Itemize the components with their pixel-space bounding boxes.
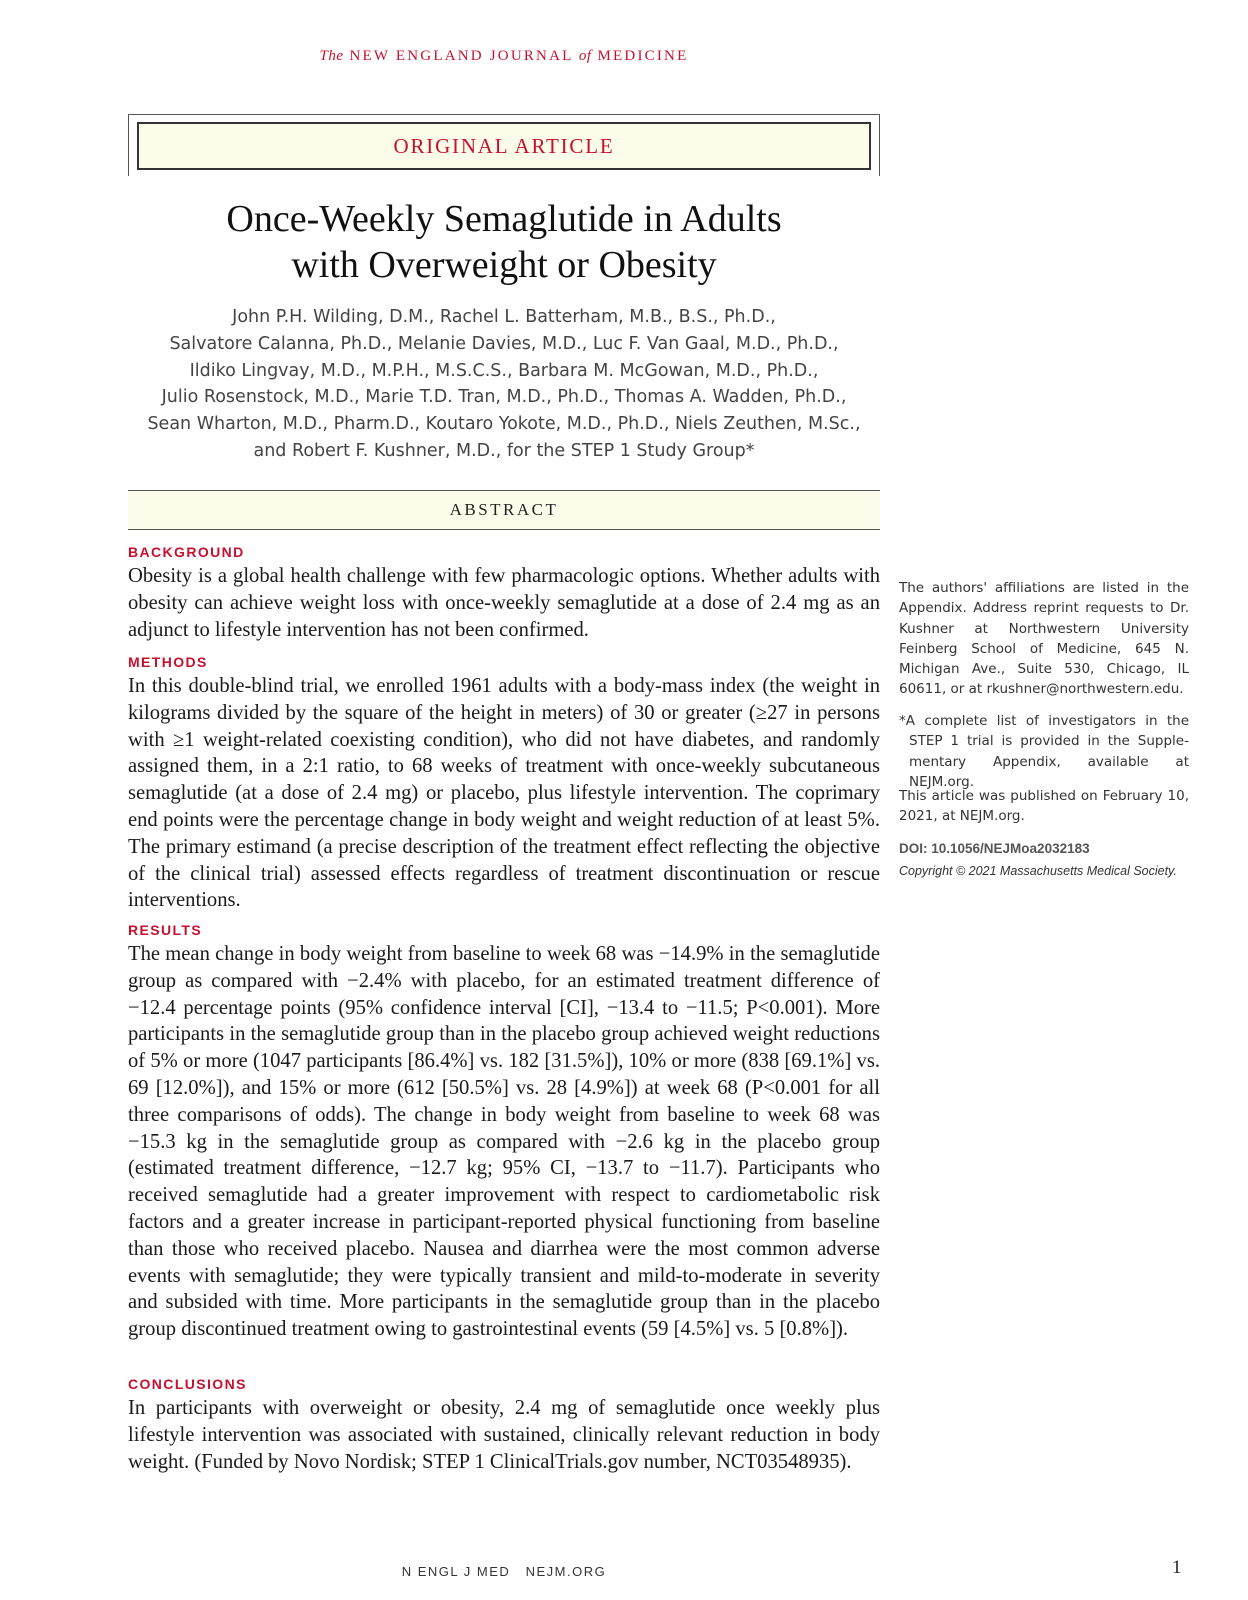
article-type-label: ORIGINAL ARTICLE [137, 122, 871, 170]
journal-header-name-b: MEDICINE [597, 48, 689, 64]
journal-header-name-a: NEW ENGLAND JOURNAL [349, 48, 573, 64]
journal-header [128, 48, 880, 65]
sidebar-publication-note: This article was published on February 10, 2021, at NEJM.org. [899, 788, 1189, 825]
article-title-line-1: Once-Weekly Semaglutide in Adults [226, 198, 782, 240]
sidebar-investigators-note: *A complete list of investigators in the STEP 1 trial is provided in the Supplementary Appendix, available at NEJM.org. [899, 713, 1189, 790]
results-heading: RESULTS [128, 922, 203, 938]
background-heading: BACKGROUND [128, 544, 245, 560]
author-line: and Robert F. Kushner, M.D., for the STEP 1 Study Group* [253, 440, 755, 461]
methods-text: In this double-blind trial, we enrolled 1961 adults with a body-mass index (the weight in kilograms divided by the square of the height in meters) of 30 or greater (≥27 in persons with ≥1 weight-related coexisting condition), who did not have diabetes, and randomly assigned them, in a 2:1 ratio, to 68 weeks of treatment with once-weekly subcutaneous semaglutide (at a dose of 2.4 mg) or placebo, plus lifestyle intervention. The coprimary end points were the percentage change in body weight and weight reduction of at least 5%. The primary estimand (a precise description of the treatment effect reflecting the objective of the clinical trial) assessed effects regardless of treatment discontinuation or rescue interventions. [128, 675, 880, 912]
article-title-line-2: with Overweight or Obesity [291, 244, 717, 286]
background-text: Obesity is a global health challenge with few pharmacologic options. Whether adults with obesity can achieve weight loss with once-weekly semaglutide at a dose of 2.4 mg as an adjunct to lifestyle intervention has not been confirmed. [128, 565, 880, 641]
author-line: Julio Rosenstock, M.D., Marie T.D. Tran, M.D., Ph.D., Thomas A. Wadden, Ph.D., [161, 387, 847, 408]
article-title [128, 196, 880, 288]
abstract-heading: ABSTRACT [128, 490, 880, 530]
methods-heading: METHODS [128, 654, 208, 670]
journal-header-the: The [319, 48, 344, 64]
sidebar-copyright: Copyright © 2021 Massachusetts Medical Society. [899, 864, 1177, 878]
results-text: The mean change in body weight from baseline to week 68 was −14.9% in the semaglutide group as compared with −2.4% with placebo, for an estimated treatment difference of −12.4 percentage points (95% confidence interval [CI], −13.4 to −11.5; P<0.001). More participants in the semaglutide group than in the placebo group achieved weight reductions of 5% or more (1047 participants [86.4%] vs. 182 [31.5%]), 10% or more (838 [69.1%] vs. 69 [12.0%]), and 15% or more (612 [50.5%] vs. 28 [4.9%]) at week 68 (P<0.001 for all three comparisons of odds). The change in body weight from baseline to week 68 was −15.3 kg in the semaglutide group as compared with −2.6 kg in the placebo group (estimated treatment difference, −12.7 kg; 95% CI, −13.7 to −11.7). Participants who received semaglutide had a greater improvement with respect to cardiometabolic risk factors and a greater increase in participant-reported physical functioning from baseline than those who received placebo. Nausea and diarrhea were the most common adverse events with semaglutide; they were typically transient and mild-to-moderate in severity and subsided with time. More participants in the semaglutide group than in the placebo group discontinued treatment owing to gastrointestinal events (59 [4.5%] vs. 5 [0.8%]). [128, 943, 880, 1341]
page-footer: N ENGL J MED NEJM.ORG [401, 1564, 607, 1579]
author-list [128, 304, 880, 465]
author-line: Ildiko Lingvay, M.D., M.P.H., M.S.C.S., Barbara M. McGowan, M.D., Ph.D., [189, 360, 819, 381]
conclusions-heading: CONCLUSIONS [128, 1376, 247, 1392]
author-line: Salvatore Calanna, Ph.D., Melanie Davies, M.D., Luc F. Van Gaal, M.D., Ph.D., [169, 333, 839, 354]
conclusions-text: In participants with overweight or obesity, 2.4 mg of semaglutide once weekly plus lifestyle intervention was associated with sustained, clinically relevant reduction in body weight. (Funded by Novo Nordisk; STEP 1 ClinicalTrials.gov number, NCT03548935). [128, 1397, 880, 1473]
author-line: John P.H. Wilding, D.M., Rachel L. Batterham, M.B., B.S., Ph.D., [232, 307, 776, 327]
sidebar-affiliations: The authors' affiliations are listed in the Appendix. Address reprint requests to Dr. Kushner at Northwestern University Feinberg School of Medicine, 645 N. Michigan Ave., Suite 530, Chicago, IL 60611, or at rkushner@northwestern.edu. [899, 580, 1189, 698]
author-line: Sean Wharton, M.D., Pharm.D., Koutaro Yokote, M.D., Ph.D., Niels Zeuthen, M.Sc., [147, 414, 861, 435]
journal-header-of: of [578, 48, 592, 64]
page-number: 1 [1172, 1557, 1182, 1578]
sidebar-doi: DOI: 10.1056/NEJMoa2032183 [899, 841, 1090, 856]
article-type-frame [128, 114, 880, 176]
